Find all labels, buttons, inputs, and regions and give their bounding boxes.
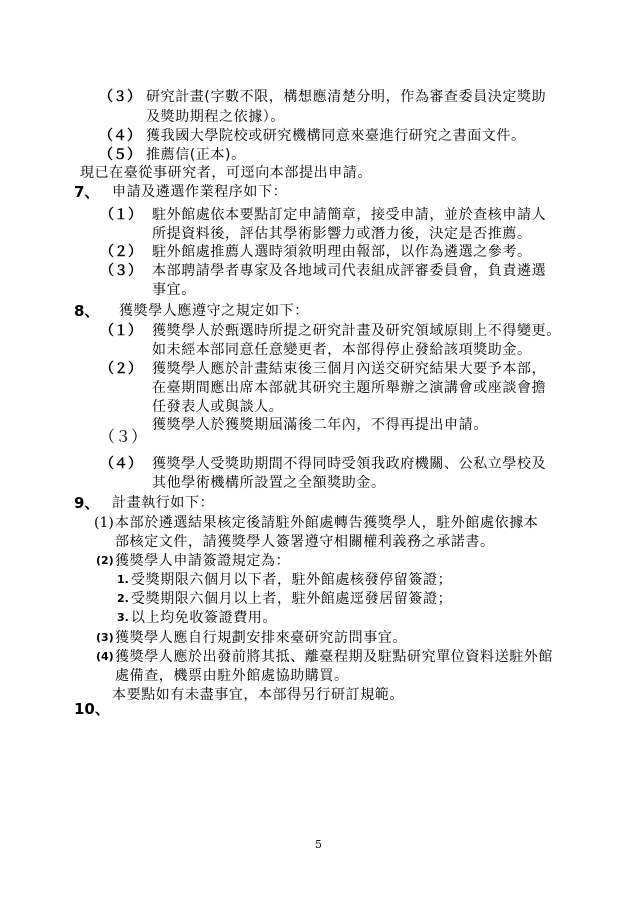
item-text-line: 研究計畫(字數不限，構想應清楚分明，作為審查委員決定獎助: [146, 89, 547, 105]
note-line: 現已在臺從事研究者，可逕向本部提出申請。: [80, 165, 372, 181]
section-title: 計畫執行如下：: [112, 495, 215, 511]
sub-item-text: 以上均免收簽證費用。: [131, 610, 277, 626]
item-text-line: 處備查，機票由駐外館處協助購買。: [115, 668, 349, 684]
item-text-line: 獲我國大學院校或研究機構同意來臺進行研究之書面文件。: [146, 128, 526, 144]
item-text-line: 事宜。: [152, 282, 196, 298]
item-text-line: 駐外館處推薦人選時須敘明理由報部，以作為遴選之參考。: [152, 244, 532, 260]
item-text-line: 獲獎學人受獎助期間不得同時受領我政府機關、公私立學校及: [152, 456, 547, 472]
item-text-line: 獲獎學人申請簽證規定為：: [115, 553, 291, 569]
item-text-line: 獲獎學人應自行規劃安排來臺研究訪問事宜。: [115, 630, 407, 646]
item-marker: (3): [96, 631, 114, 644]
item-marker: （５）: [99, 147, 141, 163]
item-text-line: 推薦信(正本)。: [146, 147, 246, 163]
sub-item-marker: 2.: [117, 592, 129, 605]
item-text-line: 任發表人或與談人。: [152, 399, 284, 415]
item-marker: （４）: [100, 456, 142, 472]
item-marker: （３）: [99, 427, 148, 446]
item-marker: （１）: [100, 323, 142, 339]
item-text-line: 在臺期間應出席本部就其研究主題所舉辦之演講會或座談會擔: [152, 380, 547, 396]
item-text-line: 獲獎學人於獲獎期屆滿後二年內，不得再提出申請。: [152, 417, 488, 433]
section-number: 10、: [74, 700, 110, 718]
item-text-line: 獲獎學人於甄選時所提之研究計畫及研究領域原則上不得變更。: [152, 323, 561, 339]
section-title: 申請及遴選作業程序如下：: [112, 184, 288, 200]
section-title: 本要點如有未盡事宜，本部得另行研訂規範。: [112, 687, 404, 703]
sub-item-text: 受獎期限六個月以上者，駐外館處逕發居留簽證；: [131, 591, 453, 607]
item-text-line: 所提資料後，評估其學術影響力或潛力後，決定是否推薦。: [152, 226, 532, 242]
item-text-line: 本部於遴選結果核定後請駐外館處轉告獲獎學人，駐外館處依據本: [115, 515, 539, 531]
section-title: 獲獎學人應遵守之規定如下：: [119, 303, 309, 319]
item-text-line: 其他學術機構所設置之全額獎助金。: [152, 475, 386, 491]
sub-item-marker: 3.: [117, 611, 129, 624]
section-number: 8、: [74, 302, 100, 320]
item-text-line: 獲獎學人應於出發前將其抵、離臺程期及駐點研究單位資料送駐外館: [115, 649, 553, 665]
item-marker: （３）: [100, 263, 142, 279]
item-marker: （２）: [100, 244, 142, 260]
section-number: 9、: [74, 494, 100, 512]
item-marker: （４）: [99, 128, 141, 144]
item-marker: (2): [96, 554, 114, 567]
item-marker: (4): [96, 650, 114, 663]
item-marker: （３）: [99, 89, 141, 105]
section-number: 7、: [74, 183, 100, 201]
item-text-line: 及獎助期程之依據）。: [146, 109, 285, 125]
item-marker: (1): [94, 515, 114, 531]
item-marker: （１）: [100, 207, 142, 223]
sub-item-marker: 1.: [117, 573, 129, 586]
page-number: 5: [315, 838, 322, 851]
item-marker: （２）: [100, 361, 142, 377]
item-text-line: 駐外館處依本要點訂定申請簡章，接受申請，並於查核申請人: [152, 207, 547, 223]
sub-item-text: 受獎期限六個月以下者，駐外館處核發停留簽證；: [131, 572, 453, 588]
item-text-line: 本部聘請學者專家及各地域司代表組成評審委員會，負責遴選: [152, 263, 547, 279]
item-text-line: 部核定文件，請獲獎學人簽署遵守相關權利義務之承諾書。: [115, 534, 495, 550]
item-text-line: 獲獎學人應於計畫結束後三個月內送交研究結果大要予本部，: [152, 361, 547, 377]
item-text-line: 如未經本部同意任意變更者，本部得停止發給該項獎助金。: [152, 342, 532, 358]
